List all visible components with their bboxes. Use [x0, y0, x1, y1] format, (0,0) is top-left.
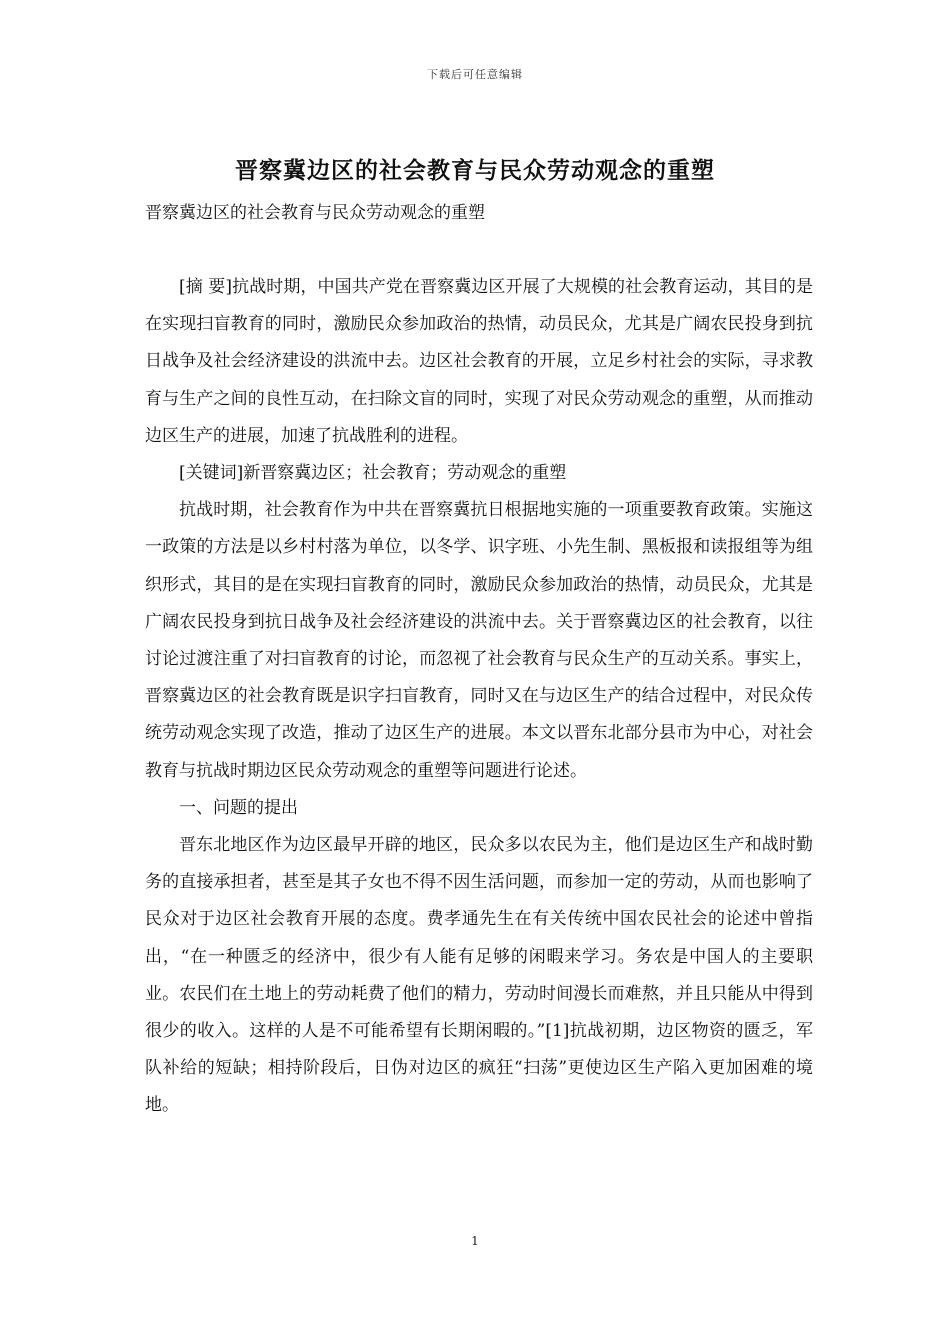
document-subtitle: 晋察冀边区的社会教育与民众劳动观念的重塑: [145, 203, 485, 223]
keywords-paragraph: [关键词]新晋察冀边区；社会教育；劳动观念的重塑: [179, 463, 567, 484]
section-paragraph: 晋东北地区作为边区最早开辟的地区，民众多以农民为主，他们是边区生产和战时勤务的直接承担者，甚至是其子女也不得不因生活问题，而参加一定的劳动，从而也影响了民众对于边区社会教育开展的态度。费孝通先生在有关传统中国农民社会的论述中曾指出，“在一种匮乏的经济中，很少有人能有足够的闲暇来学习。务农是中国人的主要职业。农民们在土地上的劳动耗费了他们的精力，劳动时间漫长而难熬，并且只能从中得到很少的收入。这样的人是不可能希望有长期闲暇的。”[1]抗战初期，边区物资的匮乏，军队补给的短缺；相持阶段后，日伪对边区的疯狂“扫荡”更使边区生产陷入更加困难的境地。: [145, 835, 813, 1116]
intro-paragraph: 抗战时期，社会教育作为中共在晋察冀抗日根据地实施的一项重要教育政策。实施这一政策的方法是以乡村村落为单位，以冬学、识字班、小先生制、黑板报和读报组等为组织形式，其目的是在实现扫盲教育的同时，激励民众参加政治的热情，动员民众，尤其是广阔农民投身到抗日战争及社会经济建设的洪流中去。关于晋察冀边区的社会教育，以往讨论过渡注重了对扫盲教育的讨论，而忽视了社会教育与民众生产的互动关系。事实上，晋察冀边区的社会教育既是识字扫盲教育，同时又在与边区生产的结合过程中，对民众传统劳动观念实现了改造，推动了边区生产的进展。本文以晋东北部分县市为中心，对社会教育与抗战时期边区民众劳动观念的重塑等问题进行论述。: [145, 500, 813, 781]
document-title: 晋察冀边区的社会教育与民众劳动观念的重塑: [235, 157, 715, 184]
document-body: [145, 269, 813, 1125]
header-note: 下载后可任意编辑: [427, 68, 523, 81]
section-heading: 一、问题的提出: [179, 797, 298, 818]
abstract-paragraph: [摘 要]抗战时期，中国共产党在晋察冀边区开展了大规模的社会教育运动，其目的是在实现扫盲教育的同时，激励民众参加政治的热情，动员民众，尤其是广阔农民投身到抗日战争及社会经济建设的洪流中去。边区社会教育的开展，立足乡村社会的实际，寻求教育与生产之间的良性互动，在扫除文盲的同时，实现了对民众劳动观念的重塑，从而推动边区生产的进展，加速了抗战胜利的进程。: [145, 277, 813, 446]
page-number: 1: [471, 1234, 479, 1248]
